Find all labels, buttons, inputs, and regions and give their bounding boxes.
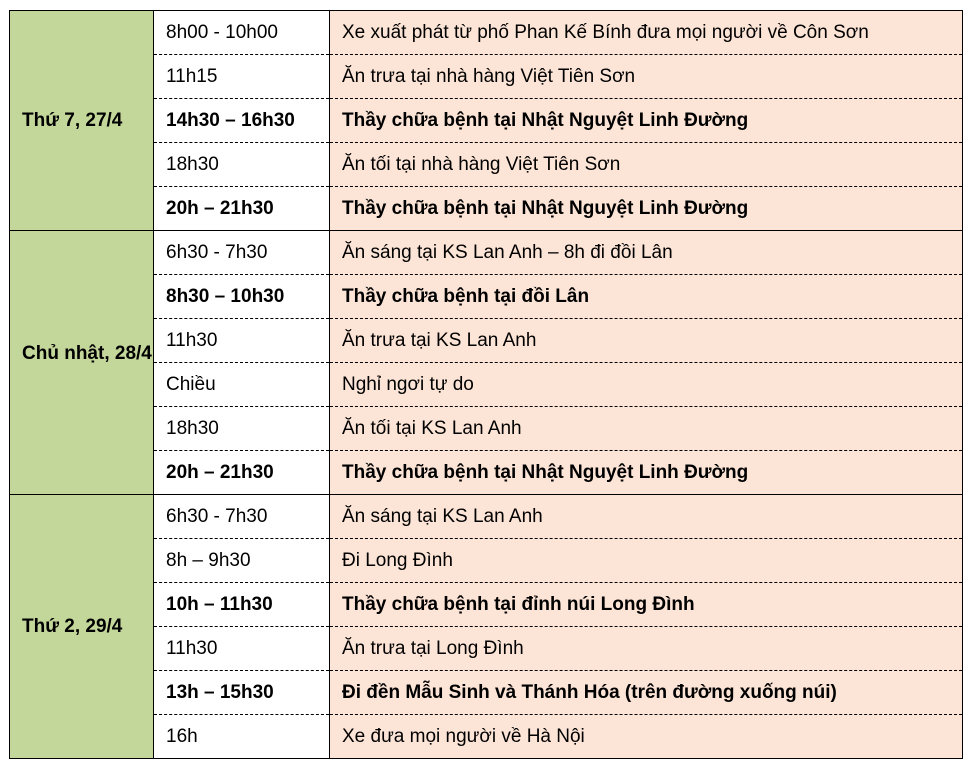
time-cell: 20h – 21h30 (154, 451, 330, 495)
activity-cell: Đi đền Mẫu Sinh và Thánh Hóa (trên đường xuống núi) (330, 671, 963, 715)
activity-cell: Ăn trưa tại nhà hàng Việt Tiên Sơn (330, 55, 963, 99)
activity-cell: Thầy chữa bệnh tại đỉnh núi Long Đình (330, 583, 963, 627)
time-cell: 13h – 15h30 (154, 671, 330, 715)
schedule-table (9, 10, 963, 759)
time-cell: 8h00 - 10h00 (154, 11, 330, 55)
activity-cell: Ăn tối tại nhà hàng Việt Tiên Sơn (330, 143, 963, 187)
time-cell: 8h – 9h30 (154, 539, 330, 583)
time-cell: 16h (154, 715, 330, 759)
schedule-row (10, 231, 963, 275)
activity-cell: Thầy chữa bệnh tại Nhật Nguyệt Linh Đường (330, 451, 963, 495)
time-cell: 11h30 (154, 627, 330, 671)
schedule-row (10, 495, 963, 539)
time-cell: Chiều (154, 363, 330, 407)
activity-cell: Ăn sáng tại KS Lan Anh (330, 495, 963, 539)
time-cell: 10h – 11h30 (154, 583, 330, 627)
activity-cell: Ăn trưa tại Long Đình (330, 627, 963, 671)
activity-cell: Ăn trưa tại KS Lan Anh (330, 319, 963, 363)
activity-cell: Thầy chữa bệnh tại Nhật Nguyệt Linh Đường (330, 187, 963, 231)
activity-cell: Nghỉ ngơi tự do (330, 363, 963, 407)
time-cell: 11h15 (154, 55, 330, 99)
time-cell: 6h30 - 7h30 (154, 495, 330, 539)
activity-cell: Đi Long Đình (330, 539, 963, 583)
time-cell: 11h30 (154, 319, 330, 363)
activity-cell: Ăn sáng tại KS Lan Anh – 8h đi đồi Lân (330, 231, 963, 275)
activity-cell: Thầy chữa bệnh tại đồi Lân (330, 275, 963, 319)
time-cell: 18h30 (154, 407, 330, 451)
day-cell: Thứ 2, 29/4 (10, 495, 154, 759)
activity-cell: Thầy chữa bệnh tại Nhật Nguyệt Linh Đường (330, 99, 963, 143)
time-cell: 14h30 – 16h30 (154, 99, 330, 143)
activity-cell: Xe đưa mọi người về Hà Nội (330, 715, 963, 759)
day-cell: Chủ nhật, 28/4 (10, 231, 154, 495)
time-cell: 20h – 21h30 (154, 187, 330, 231)
time-cell: 6h30 - 7h30 (154, 231, 330, 275)
schedule-row (10, 11, 963, 55)
time-cell: 18h30 (154, 143, 330, 187)
time-cell: 8h30 – 10h30 (154, 275, 330, 319)
schedule-body (10, 11, 963, 759)
activity-cell: Xe xuất phát từ phố Phan Kế Bính đưa mọi người về Côn Sơn (330, 11, 963, 55)
activity-cell: Ăn tối tại KS Lan Anh (330, 407, 963, 451)
day-cell: Thứ 7, 27/4 (10, 11, 154, 231)
